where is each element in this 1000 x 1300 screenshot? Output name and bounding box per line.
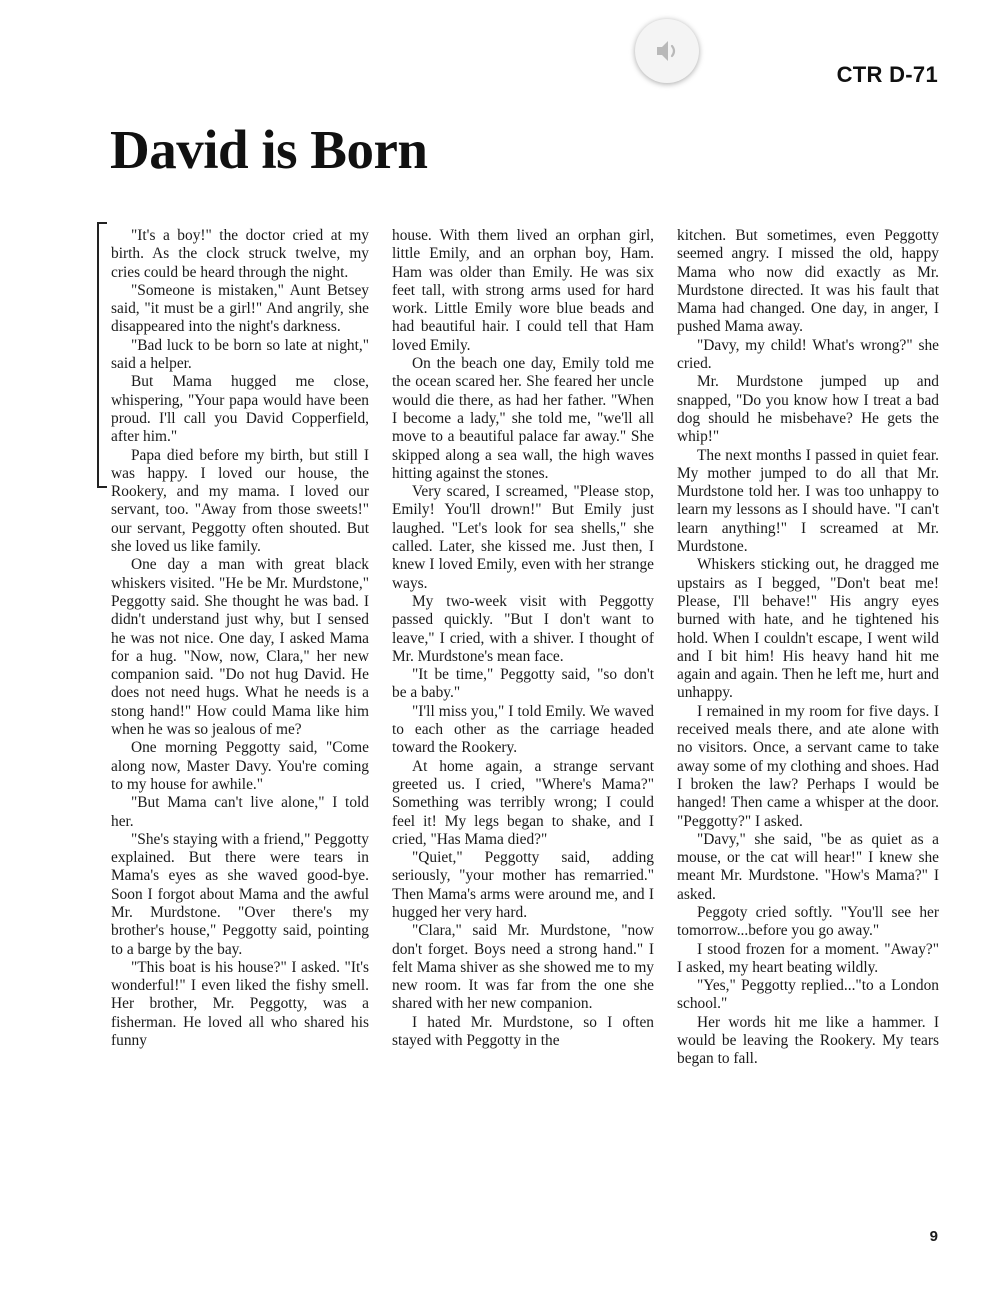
paragraph: My two-week visit with Peggotty passed quickly. "But I don't want to leave," I cried, with a shiver. I thought of Mr. Murdstone's mean face.: [392, 592, 654, 665]
paragraph: Her words hit me like a hammer. I would be leaving the Rookery. My tears began to fall.: [677, 1013, 939, 1068]
paragraph: "This boat is his house?" I asked. "It's wonderful!" I even liked the fishy smell. Her brother, Mr. Peggotty, was a fisherman. He loved all who shared his funny: [111, 958, 369, 1050]
paragraph: "Clara," said Mr. Murdstone, "now don't forget. Boys need a strong hand." I felt Mama shiver as she showed me to my new room. It was far from the one she shared with her new companion.: [392, 922, 654, 1013]
paragraph: One morning Peggotty said, "Come along now, Master Davy. You're coming to my house for awhile.": [111, 739, 369, 793]
paragraph: I stood frozen for a moment. "Away?" I asked, my heart beating wildly.: [677, 940, 939, 976]
worksheet-code: CTR D-71: [836, 62, 938, 87]
paragraph: kitchen. But sometimes, even Peggotty seemed angry. I missed the old, happy Mama who now did exactly as Mr. Murdstone directed. It was his fault that Mama had changed. One day, in anger, I pushed Mama away.: [677, 227, 939, 336]
paragraph: "It be time," Peggotty said, "so don't be a baby.": [392, 666, 654, 702]
paragraph: Papa died before my birth, but still I was happy. I loved our house, the Rookery, and my mama. I loved our servant, too. "Away from those sweets!" our servant, Peggotty often shouted. But she loved us like family.: [111, 446, 369, 556]
paragraph: I remained in my room for five days. I received meals there, and ate alone with no visitors. Once, a servant came to take away some of my clothing and shoes. Had I broken the law? Perhaps I would be hanged! Then came a whisper at the door. "Peggotty?" I asked.: [677, 702, 939, 830]
paragraph: house. With them lived an orphan girl, little Emily, and an orphan boy, Ham. Ham was older than Emily. He was six feet tall, with strong arms used for hard work. Little Emily wore blue beads and had beautiful hair. I could tell that Ham loved Emily.: [392, 227, 654, 354]
paragraph: "It's a boy!" the doctor cried at my birth. As the clock struck twelve, my cries could be heard through the night.: [111, 227, 369, 281]
paragraph: "Davy, my child! What's wrong?" she cried.: [677, 336, 939, 373]
paragraph: "She's staying with a friend," Peggotty explained. But there were tears in Mama's eyes as she waved good-bye. Soon I forgot about Mama and the awful Mr. Murdstone. "Over there's my brother's house," Peggotty said, pointing to a barge by the bay.: [111, 830, 369, 958]
paragraph: One day a man with great black whiskers visited. "He be Mr. Murdstone," Peggotty said. She thought he was bad. I didn't understand just why, but I sensed he was not nice. One day, I asked Mama for a hug. "Now, now, Clara," her new companion said. "Do not hug David. He does not need hugs. What he needs is a stong hand!" How could Mama like him when he was so jealous of me?: [111, 556, 369, 739]
speaker-icon: [652, 36, 682, 66]
paragraph: But Mama hugged me close, whispering, "Your papa would have been proud. I'll call you David Copperfield, after him.": [111, 373, 369, 446]
paragraph: Peggoty cried softly. "You'll see her tomorrow...before you go away.": [677, 903, 939, 940]
paragraph: On the beach one day, Emily told me the ocean scared her. She feared her uncle would die there, as had her father. "When I become a lady," she told me, "we'll all move to a beautiful palace far away." She skipped along a sea wall, the high waves hitting against the stones.: [392, 355, 654, 482]
audio-play-button[interactable]: [635, 19, 699, 83]
paragraph: "Yes," Peggotty replied..."to a London school.": [677, 977, 939, 1013]
paragraph: Whiskers sticking out, he dragged me upstairs as I begged, "Don't beat me! Please, I'll behave!" His angry eyes burned with hate, and he tightened his hold. When I couldn't escape, I went wild and I bit him! His heavy hand hit me again and again. Then he left me, hurt and unhappy.: [677, 556, 939, 702]
text-column-2: [392, 227, 654, 1050]
paragraph: Very scared, I screamed, "Please stop, Emily! You'll drown!" But Emily just laughed. "Let's look for sea shells," she called. Later, she kissed me. Just then, I knew I loved Emily, even with her strange ways.: [392, 483, 654, 592]
page-number: 9: [929, 1228, 938, 1245]
opening-bracket: [97, 222, 107, 488]
text-column-1: [111, 227, 369, 1050]
paragraph: "I'll miss you," I told Emily. We waved to each other as the carriage headed toward the Rookery.: [392, 702, 654, 757]
paragraph: "But Mama can't live alone," I told her.: [111, 794, 369, 830]
paragraph: "Someone is mistaken," Aunt Betsey said, "it must be a girl!" And angrily, she disappeared into the night's darkness.: [111, 281, 369, 336]
paragraph: Mr. Murdstone jumped up and snapped, "Do you know how I treat a bad dog should he misbehave? He gets the whip!": [677, 373, 939, 446]
paragraph: The next months I passed in quiet fear. My mother jumped to do all that Mr. Murdstone told her. I was too unhappy to learn my lessons as I should have. "I can't learn anything!" I screamed at Mr. Murdstone.: [677, 446, 939, 556]
page-title: David is Born: [110, 119, 428, 180]
text-column-3: [677, 227, 939, 1069]
paragraph: At home again, a strange servant greeted us. I cried, "Where's Mama?" Something was terribly wrong; I could feel it! My legs began to shake, and I cried, "Has Mama died?": [392, 757, 654, 848]
paragraph: I hated Mr. Murdstone, so I often stayed with Peggotty in the: [392, 1013, 654, 1050]
paragraph: "Davy," she said, "be as quiet as a mouse, or the cat will hear!" I knew she meant Mr. Murdstone. "How's Mama?" I asked.: [677, 830, 939, 903]
paragraph: "Bad luck to be born so late at night," said a helper.: [111, 336, 369, 373]
paragraph: "Quiet," Peggotty said, adding seriously, "your mother has remarried." Then Mama's arms were around me, and I hugged her very hard.: [392, 849, 654, 921]
